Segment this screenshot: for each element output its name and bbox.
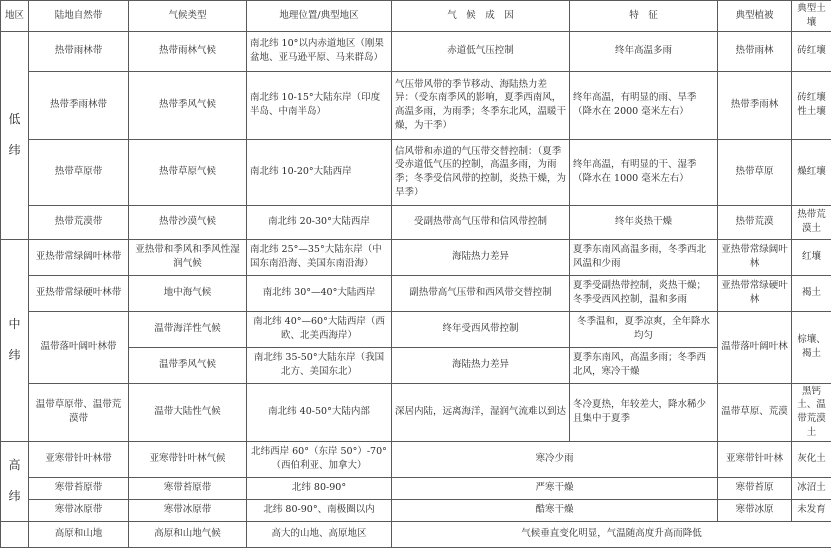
soil-cell: 未发育 — [792, 499, 831, 521]
belt-cell: 热带雨林带 — [29, 31, 129, 71]
location-cell: 高大的山地、高原地区 — [247, 521, 392, 547]
belt-cell: 亚寒带针叶林带 — [29, 441, 129, 477]
belt-cell: 热带荒漠带 — [29, 205, 129, 239]
header-feature: 特 征 — [570, 1, 718, 32]
cause-cell: 终年受西风带控制 — [392, 311, 570, 347]
climate-cell: 热带雨林气候 — [129, 31, 247, 71]
soil-cell: 红壤 — [792, 239, 831, 275]
cause-feature-cell: 严寒干燥 — [392, 477, 718, 499]
location-cell: 北纬 80-90° — [247, 477, 392, 499]
climate-cell: 热带沙漠气候 — [129, 205, 247, 239]
header-belt: 陆地自然带 — [29, 1, 129, 32]
header-row — [1, 1, 831, 32]
header-region: 地区 — [1, 1, 29, 32]
feature-cell: 终年炎热干燥 — [570, 205, 718, 239]
vegetation-cell: 热带草原 — [718, 139, 792, 205]
cause-cell: 副热带高气压带和西风带交替控制 — [392, 275, 570, 311]
feature-cell: 终年高温，有明显的干、湿季（降水在 1000 毫米左右） — [570, 139, 718, 205]
climate-cell: 地中海气候 — [129, 275, 247, 311]
climate-cell: 寒带冰原带 — [129, 499, 247, 521]
belt-cell: 高原和山地 — [29, 521, 129, 547]
feature-cell: 终年高温，有明显的雨、旱季（降水在 2000 毫米左右） — [570, 71, 718, 139]
table-row — [1, 477, 831, 499]
region-cell-empty — [1, 521, 29, 547]
belt-cell: 热带草原带 — [29, 139, 129, 205]
table-row — [1, 139, 831, 205]
table-row — [1, 71, 831, 139]
vegetation-cell: 热带季雨林 — [718, 71, 792, 139]
location-cell: 南北纬 10-20°大陆西岸 — [247, 139, 392, 205]
feature-cell: 终年高温多雨 — [570, 31, 718, 71]
zone-high-latitude: 高 纬 — [1, 441, 29, 521]
cause-feature-cell: 酷寒干燥 — [392, 499, 718, 521]
vegetation-cell: 亚寒带针叶林 — [718, 441, 792, 477]
climate-cell: 温带大陆性气候 — [129, 383, 247, 441]
cause-cell: 海陆热力差异 — [392, 347, 570, 383]
climate-cell: 寒带苔原带 — [129, 477, 247, 499]
climate-cell: 亚寒带针叶林气候 — [129, 441, 247, 477]
vegetation-cell: 寒带苔原 — [718, 477, 792, 499]
table-row — [1, 499, 831, 521]
table-row — [1, 31, 831, 71]
belt-cell: 温带草原带、温带荒漠带 — [29, 383, 129, 441]
table-row — [1, 311, 831, 347]
belt-cell: 寒带冰原带 — [29, 499, 129, 521]
header-cause: 气 候 成 因 — [392, 1, 570, 32]
vegetation-cell: 热带雨林 — [718, 31, 792, 71]
location-cell: 南北纬 10-15°大陆东岸（印度半岛、中南半岛） — [247, 71, 392, 139]
feature-cell: 夏季东南风高温多雨，冬季西北风温和少雨 — [570, 239, 718, 275]
belt-cell: 亚热带常绿阔叶林带 — [29, 239, 129, 275]
vegetation-cell: 亚热带常绿硬叶林 — [718, 275, 792, 311]
soil-cell: 褐土 — [792, 275, 831, 311]
cause-cell: 深居内陆，远离海洋，湿润气流难以到达 — [392, 383, 570, 441]
location-cell: 南北纬 30°—40°大陆西岸 — [247, 275, 392, 311]
climate-cell: 热带草原气候 — [129, 139, 247, 205]
location-cell: 南北纬 10°以内赤道地区（刚果盆地、亚马逊平原、马来群岛） — [247, 31, 392, 71]
location-cell: 南北纬 25°—35°大陆东岸（中国东南沿海、美国东南沿海） — [247, 239, 392, 275]
table-row — [1, 441, 831, 477]
location-cell: 南北纬 20-30°大陆西岸 — [247, 205, 392, 239]
cause-cell: 赤道低气压控制 — [392, 31, 570, 71]
soil-cell: 冰沼土 — [792, 477, 831, 499]
feature-cell: 夏季东南风，高温多雨；冬季西北风，寒冷干燥 — [570, 347, 718, 383]
location-cell: 南北纬 40°—60°大陆西岸（西欧、北美西海岸） — [247, 311, 392, 347]
soil-cell: 灰化土 — [792, 441, 831, 477]
vegetation-cell: 热带荒漠 — [718, 205, 792, 239]
table-row — [1, 275, 831, 311]
climate-cell: 高原和山地气候 — [129, 521, 247, 547]
table-row — [1, 521, 831, 547]
belt-cell: 热带季雨林带 — [29, 71, 129, 139]
vegetation-cell: 亚热带常绿阔叶林 — [718, 239, 792, 275]
location-cell: 北纬西岸 60°（东岸 50°）-70°（西伯利亚、加拿大） — [247, 441, 392, 477]
soil-cell: 黑钙土、温带荒漠土 — [792, 383, 831, 441]
location-cell: 南北纬 40-50°大陆内部 — [247, 383, 392, 441]
soil-cell: 砖红壤 — [792, 31, 831, 71]
table-row — [1, 383, 831, 441]
soil-cell: 燥红壤 — [792, 139, 831, 205]
location-cell: 北纬 80-90°、南极圈以内 — [247, 499, 392, 521]
feature-cell: 冬季温和，夏季凉爽，全年降水均匀 — [570, 311, 718, 347]
location-cell: 南北纬 35-50°大陆东岸（我国北方、美国东北） — [247, 347, 392, 383]
soil-cell: 热带荒漠土 — [792, 205, 831, 239]
cause-cell: 海陆热力差异 — [392, 239, 570, 275]
climate-cell: 亚热带和季风和季风性湿润气候 — [129, 239, 247, 275]
table-row — [1, 239, 831, 275]
cause-feature-cell: 气候垂直变化明显，气温随高度升高而降低 — [392, 521, 831, 547]
header-climate: 气候类型 — [129, 1, 247, 32]
climate-cell: 温带季风气候 — [129, 347, 247, 383]
belt-cell: 温带落叶阔叶林带 — [29, 311, 129, 383]
climate-cell: 温带海洋性气候 — [129, 311, 247, 347]
vegetation-cell: 温带草原、荒漠 — [718, 383, 792, 441]
belt-cell: 寒带苔原带 — [29, 477, 129, 499]
zone-mid-latitude: 中 纬 — [1, 239, 29, 441]
feature-cell: 冬冷夏热，年较差大，降水稀少且集中于夏季 — [570, 383, 718, 441]
header-soil: 典型土壤 — [792, 1, 831, 32]
soil-cell: 棕壤、褐土 — [792, 311, 831, 383]
cause-cell: 信风带和赤道的气压带交替控制：（夏季受赤道低气压的控制，高温多雨，为雨季；冬季受信风带的控制，炎热干燥，为旱季） — [392, 139, 570, 205]
cause-cell: 受副热带高气压带和信风带控制 — [392, 205, 570, 239]
belt-cell: 亚热带常绿硬叶林带 — [29, 275, 129, 311]
vegetation-cell: 温带落叶阔叶林 — [718, 311, 792, 383]
vegetation-cell: 寒带冰原 — [718, 499, 792, 521]
header-location: 地理位置/典型地区 — [247, 1, 392, 32]
cause-feature-cell: 寒冷少雨 — [392, 441, 718, 477]
cause-cell: 气压带风带的季节移动、海陆热力差异：（受东南季风的影响，夏季西南风，高温多雨，为雨季；冬季东北风，温暖干燥，为干季） — [392, 71, 570, 139]
climate-cell: 热带季风气候 — [129, 71, 247, 139]
header-vegetation: 典型植被 — [718, 1, 792, 32]
soil-cell: 砖红壤性土壤 — [792, 71, 831, 139]
zone-low-latitude: 低 纬 — [1, 31, 29, 239]
feature-cell: 夏季受副热带控制，炎热干燥；冬季受西风控制，温和多雨 — [570, 275, 718, 311]
table-row — [1, 205, 831, 239]
